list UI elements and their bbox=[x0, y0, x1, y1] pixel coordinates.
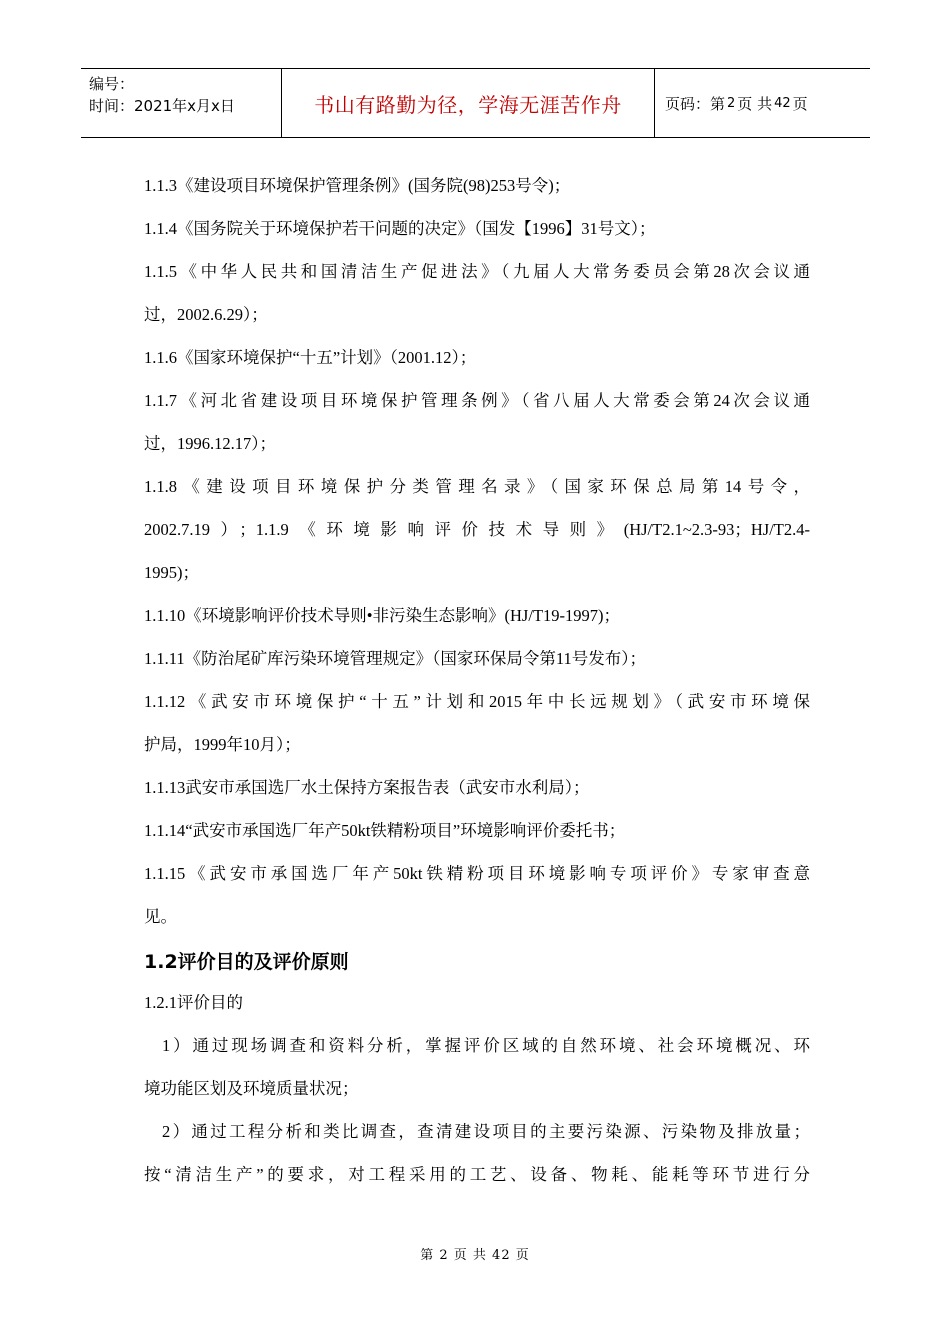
body-line: 1995)； bbox=[144, 563, 199, 582]
page-header bbox=[81, 68, 870, 138]
section-heading: 1.2评价目的及评价原则 bbox=[144, 951, 349, 973]
body-line: 护局，1999年10月）； bbox=[144, 735, 301, 754]
body-line: 1.1.11《防治尾矿库污染环境管理规定》（国家环保局令第11号发布）； bbox=[144, 649, 647, 668]
body-line: 1.1.15《武安市承国选厂年产50kt铁精粉项目环境影响专项评价》专家审查意 bbox=[144, 864, 810, 883]
header-page-info bbox=[655, 69, 870, 137]
paragraph-line: 1）通过现场调查和资料分析，掌握评价区域的自然环境、社会环境概况、环 bbox=[162, 1036, 810, 1055]
body-line: 1.1.3《建设项目环境保护管理条例》(国务院(98)253号令)； bbox=[144, 176, 571, 195]
document-body bbox=[144, 168, 810, 1200]
page-suffix: 页 bbox=[792, 94, 808, 113]
body-line: 过，1996.12.17）； bbox=[144, 434, 276, 453]
doc-time-label: 时间：2021年x月x日 bbox=[89, 97, 235, 115]
body-line: 见。 bbox=[144, 907, 177, 926]
body-line: 1.1.4《国务院关于环境保护若干问题的决定》（国发【1996】31号文）； bbox=[144, 219, 656, 238]
header-meta bbox=[81, 69, 282, 137]
paragraph-line: 按“清洁生产”的要求，对工程采用的工艺、设备、物耗、能耗等环节进行分 bbox=[144, 1165, 810, 1184]
page-footer: 第 2 页 共 42 页 bbox=[420, 1248, 530, 1263]
body-line: 1.1.10《环境影响评价技术导则•非污染生态影响》(HJ/T19-1997)； bbox=[144, 606, 621, 625]
subsection-heading: 1.2.1评价目的 bbox=[144, 993, 243, 1012]
body-line: 过，2002.6.29）； bbox=[144, 305, 268, 324]
body-line: 2002.7.19）；1.1.9《环境影响评价技术导则》(HJ/T2.1~2.3-93；HJ/T2.4- bbox=[144, 520, 810, 539]
body-line: 1.1.13武安市承国选厂水土保持方案报告表（武安市水利局）； bbox=[144, 778, 590, 797]
body-line: 1.1.5《中华人民共和国清洁生产促进法》（九届人大常务委员会第28次会议通 bbox=[144, 262, 810, 281]
body-line: 1.1.8《建设项目环境保护分类管理名录》（国家环保总局第14号令， bbox=[144, 477, 810, 496]
body-line: 1.1.12《武安市环境保护“十五”计划和2015年中长远规划》（武安市环境保 bbox=[144, 692, 810, 711]
doc-number-label: 编号： bbox=[89, 75, 135, 93]
page-prefix: 页码：第 bbox=[665, 94, 726, 113]
body-line: 1.1.7《河北省建设项目环境保护管理条例》（省八届人大常委会第24次会议通 bbox=[144, 391, 810, 410]
body-line: 1.1.14“武安市承国选厂年产50kt铁精粉项目”环境影响评价委托书； bbox=[144, 821, 626, 840]
paragraph-line: 境功能区划及环境质量状况； bbox=[144, 1079, 359, 1098]
page-mid: 页 共 bbox=[737, 94, 773, 113]
page-total: 42 bbox=[774, 95, 791, 111]
paragraph-line: 2）通过工程分析和类比调查，查清建设项目的主要污染源、污染物及排放量； bbox=[162, 1122, 810, 1141]
body-line: 1.1.6《国家环境保护“十五”计划》（2001.12）； bbox=[144, 348, 477, 367]
header-motto: 书山有路勤为径，学海无涯苦作舟 bbox=[282, 69, 655, 137]
page-current: 2 bbox=[727, 95, 736, 111]
